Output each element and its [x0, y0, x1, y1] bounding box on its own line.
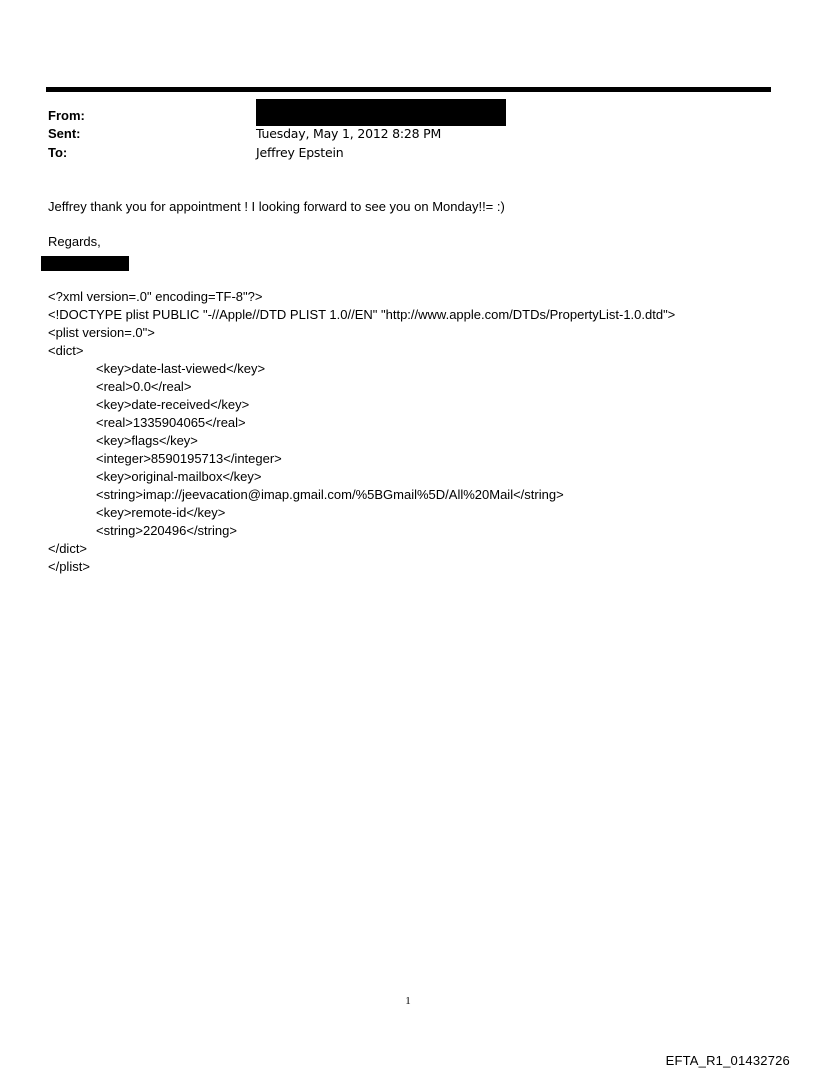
from-label: From: [48, 108, 85, 123]
plist-line: <plist version=.0"> [48, 325, 155, 340]
plist-block [48, 288, 675, 576]
page-number: 1 [405, 995, 411, 1007]
plist-line: </dict> [48, 541, 88, 556]
plist-line: <key>date-received</key> [96, 397, 250, 412]
plist-line: <key>remote-id</key> [96, 505, 226, 520]
plist-line: <key>flags</key> [96, 433, 198, 448]
header-rule [46, 87, 771, 92]
plist-line: <string>220496</string> [96, 523, 237, 538]
to-label: To: [48, 145, 68, 160]
sent-label: Sent: [48, 126, 81, 141]
plist-line: <key>date-last-viewed</key> [96, 361, 266, 376]
to-value: Jeffrey Epstein [256, 145, 344, 160]
plist-line: <real>0.0</real> [96, 379, 192, 394]
plist-line: <dict> [48, 343, 84, 358]
redacted-sender [256, 99, 506, 126]
email-body: Jeffrey thank you for appointment ! I looking forward to see you on Monday!!= :) [48, 199, 505, 214]
bates-number: EFTA_R1_01432726 [665, 1053, 790, 1068]
plist-line: </plist> [48, 559, 90, 574]
plist-line: <integer>8590195713</integer> [96, 451, 282, 466]
plist-line: <key>original-mailbox</key> [96, 469, 262, 484]
email-closing: Regards, [48, 234, 101, 249]
plist-line: <real>1335904065</real> [96, 415, 246, 430]
plist-line: <?xml version=.0" encoding=TF-8"?> [48, 289, 263, 304]
sent-value: Tuesday, May 1, 2012 8:28 PM [256, 126, 442, 141]
plist-line: <string>imap://jeevacation@imap.gmail.com/%5BGmail%5D/All%20Mail</string> [96, 487, 564, 502]
plist-line: <!DOCTYPE plist PUBLIC "-//Apple//DTD PLIST 1.0//EN" "http://www.apple.com/DTDs/PropertyList-1.0.dtd"> [48, 307, 676, 322]
redacted-signature [41, 256, 129, 271]
